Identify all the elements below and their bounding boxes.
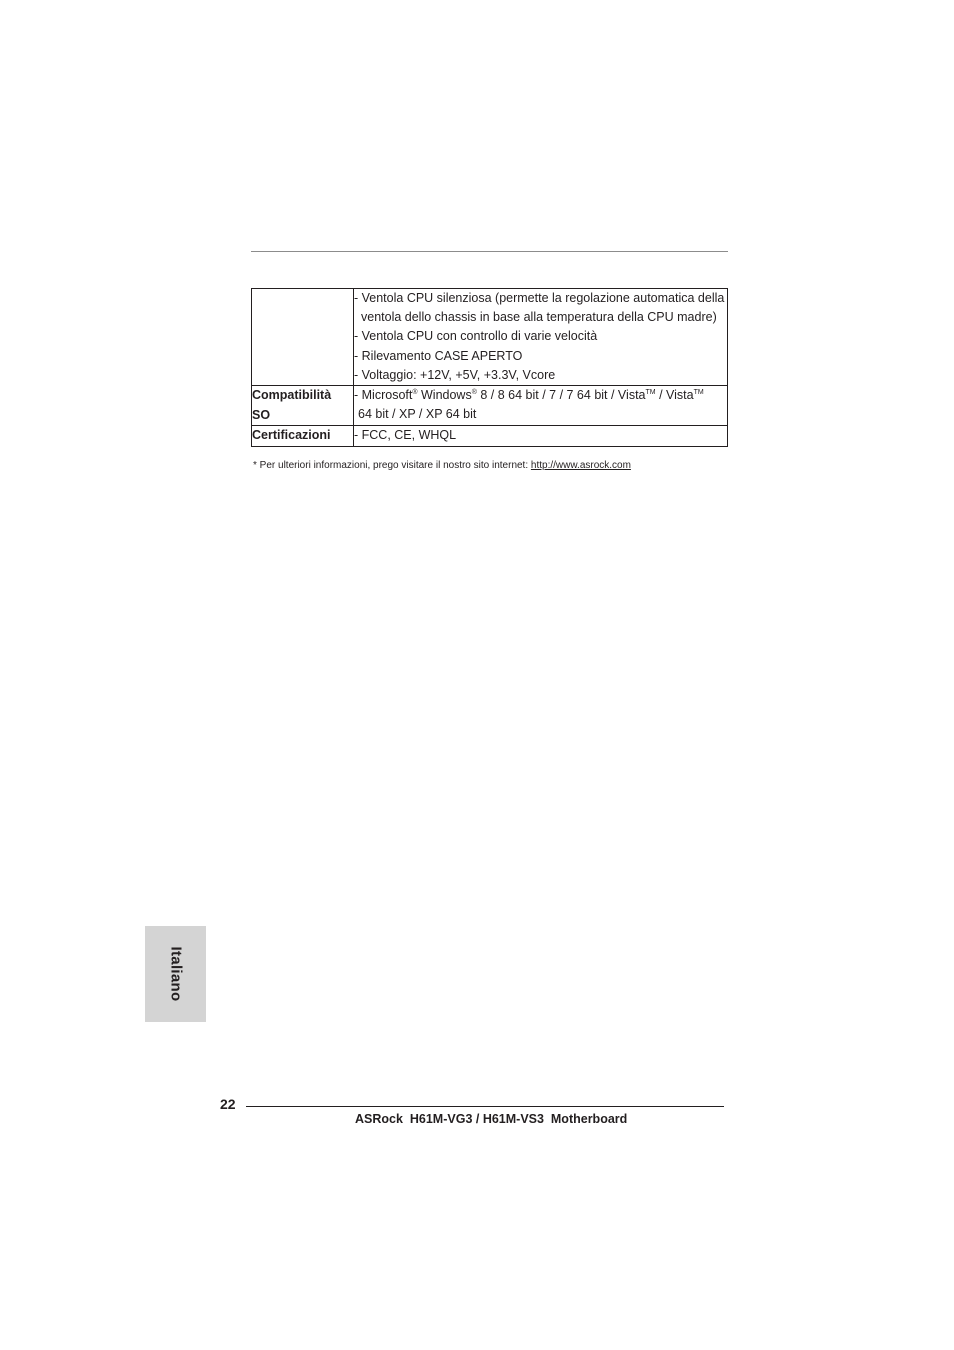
row-label-line: Compatibilità: [252, 388, 332, 403]
os-text: - Microsoft: [354, 388, 413, 403]
os-list-line: 64 bit / XP / XP 64 bit: [358, 407, 477, 422]
os-compatibility-label: [252, 386, 354, 426]
os-compatibility-values: [354, 386, 728, 426]
spec-line: - Ventola CPU con controllo di varie velocità: [354, 329, 598, 344]
spec-line: - Voltaggio: +12V, +5V, +3.3V, Vcore: [354, 367, 556, 382]
footnote: [253, 460, 631, 471]
os-text: 8 / 8 64 bit / 7 / 7 64 bit / Vista: [476, 388, 646, 403]
os-text: Windows: [417, 388, 472, 403]
asrock-website-link[interactable]: http://www.asrock.com: [530, 460, 631, 471]
spec-line: - Rilevamento CASE APERTO: [354, 348, 523, 363]
trademark-mark: TM: [645, 389, 656, 397]
table-row: [252, 426, 728, 447]
language-tab: [145, 926, 206, 1022]
trademark-mark: TM: [693, 389, 704, 397]
os-text: / Vista: [655, 388, 694, 403]
table-row: [252, 289, 728, 386]
os-list-line: [354, 386, 727, 405]
row-label-line: SO: [252, 407, 271, 422]
hardware-monitor-values: [354, 289, 728, 386]
table-row: [252, 386, 728, 426]
footer-title: ASRock H61M-VG3 / H61M-VS3 Motherboard: [355, 1112, 628, 1126]
language-tab-label: Italiano: [167, 946, 184, 1002]
certifications-label: [252, 426, 354, 447]
spec-line: - Ventola CPU silenziosa (permette la regolazione automatica della ventola dello chassis in base alla temperatura della CPU madre): [354, 291, 725, 325]
header-divider: [251, 251, 728, 252]
page-number: 22: [220, 1096, 236, 1112]
registered-mark: ®: [471, 389, 477, 397]
footer-divider: [246, 1106, 724, 1107]
footnote-text: * Per ulteriori informazioni, prego visitare il nostro sito internet:: [253, 460, 531, 471]
row-label-line: Certificazioni: [252, 428, 331, 443]
spec-line: - FCC, CE, WHQL: [354, 428, 457, 443]
certifications-values: [354, 426, 728, 447]
row-label-empty: [252, 289, 354, 386]
registered-mark: ®: [412, 389, 418, 397]
specification-table: [251, 288, 728, 447]
